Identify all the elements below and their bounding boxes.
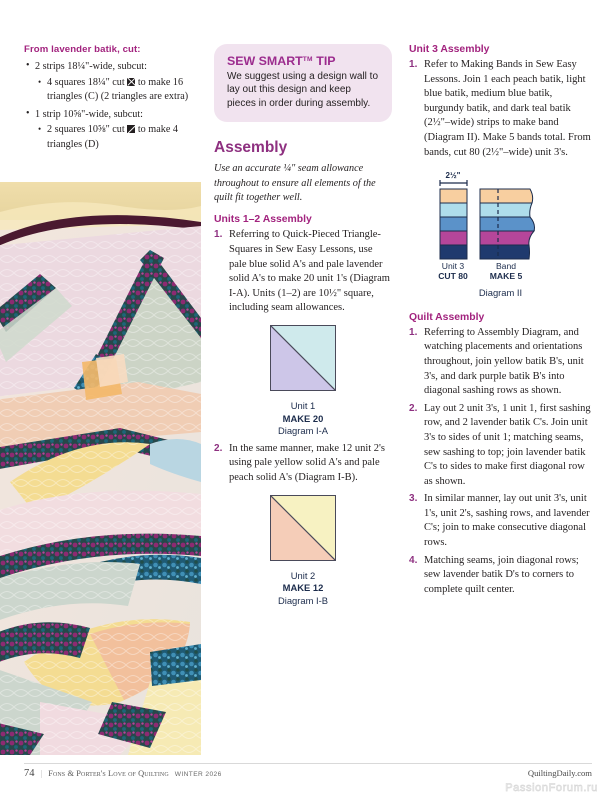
- cut-list: [24, 60, 196, 153]
- cut-item-text: 2 strips 18¼"-wide, subcut:: [35, 61, 147, 72]
- cutting-heading: From lavender batik, cut:: [24, 44, 141, 55]
- cutting-instructions-column: [24, 44, 196, 156]
- tip-title-end: TIP: [316, 54, 336, 68]
- diagram-I-B: [214, 495, 392, 608]
- cut-sublist: [35, 123, 196, 152]
- assembly-note: Use an accurate ¼" seam allowance throughout to ensure all elements of the quilt fit together well.: [214, 163, 376, 204]
- svg-text:2½": 2½": [445, 171, 460, 181]
- unit-3-steps: [409, 58, 592, 160]
- cut-sub-post: to make 4 triangles (D): [47, 124, 179, 150]
- cut-list-item: [24, 108, 196, 153]
- cut-sublist-item: [35, 76, 196, 105]
- diagram-II-label: Diagram II: [478, 287, 523, 299]
- svg-text:MAKE 5: MAKE 5: [489, 271, 522, 282]
- sew-smart-tip-box: [214, 44, 392, 122]
- footer-divider: [24, 763, 592, 764]
- cut-sublist-item: [35, 123, 196, 152]
- quilt-assembly-steps: [409, 326, 592, 598]
- footer-left: [24, 768, 222, 779]
- diagram-I-A: [214, 325, 392, 438]
- unit-label: Unit 2: [290, 569, 316, 581]
- tip-title: [227, 54, 379, 68]
- diagram-II: [409, 169, 592, 300]
- magazine-title: Fons & Porter's Love of Quilting: [48, 769, 169, 778]
- cut-sub-pre: 2 squares 10⅝" cut: [47, 124, 128, 136]
- step-item: In the same manner, make 12 unit 2's using pale yellow solid A's and pale peach solid A's (Diagram I-B).: [229, 442, 386, 483]
- tip-title-main: SEW SMART: [227, 54, 303, 68]
- diagram-I-B-caption: [214, 570, 392, 608]
- tip-body: We suggest using a design wall to lay out this design and keep pieces in order during assembly.: [227, 71, 379, 109]
- unit-3-heading: Unit 3 Assembly: [409, 44, 490, 55]
- cut-list-item: [24, 60, 196, 105]
- footer-separator: |: [40, 769, 43, 778]
- unit-label: Unit 1: [290, 400, 316, 411]
- quilt-assembly-heading: Quilt Assembly: [409, 311, 485, 323]
- make-label: MAKE 12: [282, 582, 324, 594]
- step-item: Lay out 2 unit 3's, 1 unit 1, first sashing row, and 2 lavender batik C's. Join unit 3's to sides of unit 1; matching seams, sew sashing to top; join lavender batik C's to sides to make first diagonal row as shown.: [424, 402, 591, 487]
- band-diagram-svg: [426, 169, 576, 281]
- cut-sublist: [35, 76, 196, 105]
- unit3-quilt-assembly-column: [409, 44, 592, 600]
- diagram-label: Diagram I-A: [277, 425, 328, 437]
- unit-1-svg: [271, 326, 335, 390]
- unit-2-svg: [271, 496, 335, 560]
- units-1-2-steps: [214, 228, 392, 316]
- footer-website[interactable]: QuiltingDaily.com: [527, 768, 592, 778]
- diagram-I-A-caption: [214, 400, 392, 438]
- step-item: Refer to Making Bands in Sew Easy Lessons. Join 1 each peach batik, light blue batik, medium blue batik, burgundy batik, and dark teal batik (2½"–wide) strips to make band (Diagram II). Make 5 bands total. From bands, cut 80 (2½"–wide) unit 3's.: [424, 59, 591, 158]
- trademark-icon: TM: [302, 56, 313, 63]
- step-item: Referring to Quick-Pieced Triangle-Squares in Sew Easy Lessons, use pale blue solid A's and pale lavender solid A's to make 20 unit 1's (Diagram I-A). Units (1–2) are 10½" square, including seam allowances.: [229, 229, 390, 314]
- make-label: MAKE 20: [282, 412, 324, 424]
- diagram-label: Diagram I-B: [277, 594, 328, 606]
- assembly-heading: Assembly: [214, 139, 288, 157]
- cut-diagonal-x-icon: [127, 78, 135, 86]
- cut-diagonal-slash-icon: [127, 125, 135, 133]
- assembly-column: [214, 44, 392, 611]
- step-item: In similar manner, lay out unit 3's, unit 1's, unit 2's, sashing rows, and lavender C's; join to make consecutive diagonal rows.: [424, 493, 590, 549]
- cut-sub-post: to make 16 triangles (C) (2 triangles are extra): [47, 76, 189, 103]
- half-square-triangle-unit-2: [270, 495, 336, 561]
- step-item: Referring to Assembly Diagram, and watching placements and orientations throughout, join yellow batik B's, unit 3's, and dark purple batik B's into diagonal sashing rows as shown.: [424, 326, 584, 397]
- cut-item-text: 1 strip 10⅝"-wide, subcut:: [35, 108, 144, 120]
- svg-text:Unit 3: Unit 3: [441, 261, 464, 272]
- passionforum-watermark: PassionForum.ru: [505, 782, 598, 794]
- cut-sub-pre: 4 squares 18¼" cut: [47, 76, 128, 88]
- issue-date: WINTER 2026: [174, 771, 222, 778]
- quilt-detail-photograph: [0, 182, 201, 755]
- half-square-triangle-unit-1: [270, 325, 336, 391]
- svg-text:Band: Band: [495, 261, 516, 272]
- units-1-2-heading: Units 1–2 Assembly: [214, 214, 312, 226]
- step-item: Matching seams, join diagonal rows; sew lavender batik D's to corners to complete quilt center.: [424, 554, 579, 595]
- page-number: 74: [24, 768, 35, 779]
- units-1-2-steps-cont: [214, 442, 392, 486]
- svg-text:CUT 80: CUT 80: [437, 271, 468, 282]
